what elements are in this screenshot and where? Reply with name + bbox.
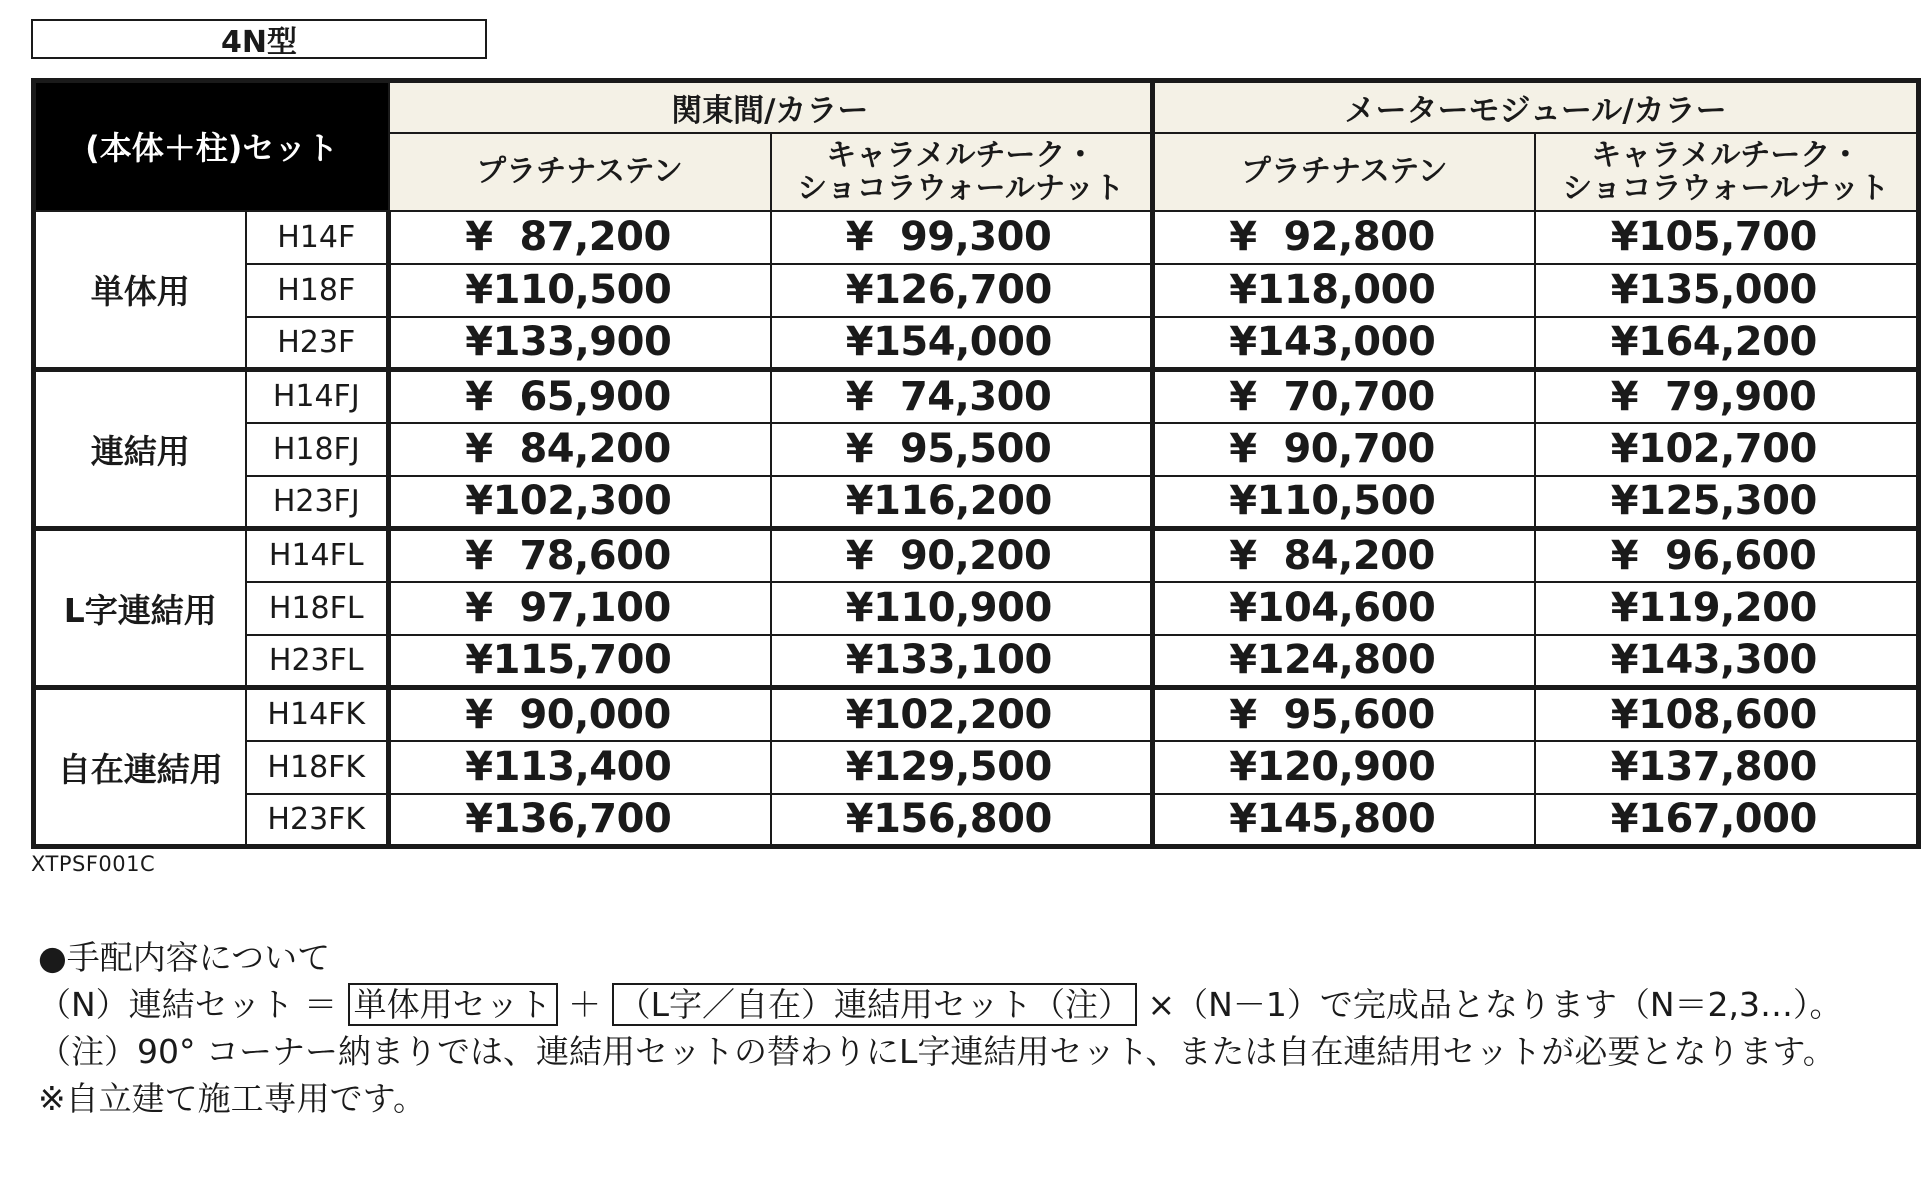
price-cell [771, 794, 1153, 847]
size-label: H18FJ [246, 423, 389, 476]
price-value: ¥ 74,300 [845, 373, 1052, 420]
price-value: ¥164,200 [1610, 319, 1817, 366]
size-label: H14FL [246, 529, 389, 582]
price-cell [771, 317, 1153, 370]
price-cell [389, 582, 771, 635]
price-value: ¥ 84,200 [1229, 532, 1435, 579]
price-cell [1535, 635, 1919, 688]
table-row [34, 423, 1919, 476]
set-header: (本体＋柱)セット [34, 81, 389, 211]
price-cell [1153, 635, 1535, 688]
price-cell [1153, 317, 1535, 370]
price-cell [389, 794, 771, 847]
price-value: ¥116,200 [845, 478, 1052, 525]
price-cell [1535, 370, 1919, 423]
table-row [34, 582, 1919, 635]
price-cell [1535, 317, 1919, 370]
table-row [34, 688, 1919, 741]
category-label: 連結用 [34, 370, 246, 529]
price-cell [389, 264, 771, 317]
price-cell [771, 476, 1153, 529]
table-row [34, 264, 1919, 317]
price-cell [1535, 688, 1919, 741]
price-cell [389, 423, 771, 476]
price-value: ¥136,700 [465, 796, 672, 843]
price-value: ¥133,900 [465, 319, 672, 366]
price-value: ¥119,200 [1610, 585, 1817, 631]
price-cell [771, 582, 1153, 635]
group-header-kanto: 関東間/カラー [389, 81, 1153, 133]
price-value: ¥124,800 [1229, 637, 1436, 684]
price-value: ¥ 96,600 [1610, 532, 1817, 579]
price-cell [1535, 529, 1919, 582]
size-label: H18F [246, 264, 389, 317]
price-value: ¥167,000 [1610, 796, 1817, 843]
price-value: ¥105,700 [1610, 214, 1817, 260]
color-header: プラチナステン [1153, 133, 1535, 211]
price-cell [1153, 529, 1535, 582]
size-label: H14FJ [246, 370, 389, 423]
price-cell [1153, 370, 1535, 423]
price-cell [1153, 582, 1535, 635]
price-cell [389, 688, 771, 741]
price-value: ¥ 97,100 [465, 585, 671, 631]
price-cell [771, 635, 1153, 688]
formula-prefix: （N）連結セット ＝ [38, 985, 348, 1024]
price-cell [1153, 688, 1535, 741]
price-value: ¥108,600 [1610, 691, 1817, 738]
table-row [34, 529, 1919, 582]
price-value: ¥ 65,900 [465, 373, 671, 420]
price-cell [1535, 794, 1919, 847]
price-value: ¥ 90,000 [465, 691, 671, 738]
table-row [34, 370, 1919, 423]
price-value: ¥145,800 [1229, 796, 1436, 843]
category-label: 単体用 [34, 211, 246, 370]
size-label: H18FK [246, 741, 389, 794]
price-value: ¥125,300 [1610, 478, 1817, 525]
price-value: ¥129,500 [845, 744, 1052, 790]
model-label: 4N型 [31, 19, 487, 59]
price-cell [1153, 794, 1535, 847]
price-value: ¥110,500 [465, 267, 672, 313]
price-cell [771, 529, 1153, 582]
formula-box-joint: （L字／自在）連結用セット（注） [612, 983, 1137, 1026]
price-cell [771, 423, 1153, 476]
product-code: XTPSF001C [31, 852, 156, 876]
price-cell [1535, 741, 1919, 794]
note-freestanding: ※自立建て施工専用です。 [38, 1079, 427, 1118]
price-value: ¥ 70,700 [1229, 373, 1435, 420]
price-value: ¥120,900 [1229, 744, 1436, 790]
price-table [31, 78, 1921, 849]
color-header: キャラメルチーク・ ショコラウォールナット [1535, 133, 1919, 211]
price-value: ¥ 84,200 [465, 426, 671, 472]
price-cell [389, 370, 771, 423]
price-value: ¥ 92,800 [1229, 214, 1435, 260]
price-value: ¥110,900 [845, 585, 1052, 631]
price-cell [1153, 423, 1535, 476]
price-value: ¥ 95,600 [1229, 691, 1435, 738]
price-value: ¥ 90,200 [845, 532, 1052, 579]
size-label: H14FK [246, 688, 389, 741]
price-cell [771, 264, 1153, 317]
table-row [34, 211, 1919, 264]
price-value: ¥ 90,700 [1229, 426, 1435, 472]
price-value: ¥115,700 [465, 637, 672, 684]
price-value: ¥118,000 [1229, 267, 1436, 313]
price-cell [389, 529, 771, 582]
price-cell [1153, 211, 1535, 264]
formula-suffix: ×（N－1）で完成品となります（N＝2,3…）。 [1137, 985, 1843, 1024]
price-cell [1535, 423, 1919, 476]
price-cell [389, 317, 771, 370]
price-cell [1535, 211, 1919, 264]
price-value: ¥135,000 [1610, 267, 1817, 313]
table-row [34, 741, 1919, 794]
color-header: キャラメルチーク・ ショコラウォールナット [771, 133, 1153, 211]
price-value: ¥137,800 [1610, 744, 1817, 790]
table-row [34, 794, 1919, 847]
price-value: ¥102,200 [845, 691, 1052, 738]
formula-line [38, 981, 1843, 1028]
price-cell [1153, 741, 1535, 794]
notes-heading: ●手配内容について [38, 938, 331, 977]
price-value: ¥ 78,600 [465, 532, 671, 579]
table-row [34, 476, 1919, 529]
category-label: L字連結用 [34, 529, 246, 688]
price-value: ¥102,300 [465, 478, 672, 525]
price-value: ¥113,400 [465, 744, 672, 790]
price-value: ¥143,000 [1229, 319, 1436, 366]
price-value: ¥ 79,900 [1610, 373, 1817, 420]
size-label: H23FK [246, 794, 389, 847]
price-value: ¥104,600 [1229, 585, 1436, 631]
formula-plus: ＋ [557, 985, 612, 1024]
price-cell [1535, 582, 1919, 635]
notes [38, 934, 1843, 1122]
price-cell [1153, 476, 1535, 529]
price-cell [771, 688, 1153, 741]
price-value: ¥ 95,500 [845, 426, 1052, 472]
price-cell [1535, 476, 1919, 529]
price-value: ¥133,100 [845, 637, 1052, 684]
size-label: H18FL [246, 582, 389, 635]
note-corner: （注）90° コーナー納まりでは、連結用セットの替わりにL字連結用セット、または自在連結用セットが必要となります。 [38, 1032, 1836, 1071]
formula-box-single: 単体用セット [348, 983, 558, 1026]
price-cell [771, 741, 1153, 794]
price-value: ¥102,700 [1610, 426, 1817, 472]
price-value: ¥110,500 [1229, 478, 1436, 525]
price-value: ¥ 99,300 [845, 214, 1052, 260]
price-value: ¥ 87,200 [465, 214, 671, 260]
price-value: ¥143,300 [1610, 637, 1817, 684]
size-label: H14F [246, 211, 389, 264]
category-label: 自在連結用 [34, 688, 246, 847]
table-row [34, 635, 1919, 688]
price-value: ¥126,700 [845, 267, 1052, 313]
color-header: プラチナステン [389, 133, 771, 211]
price-cell [771, 370, 1153, 423]
price-value: ¥154,000 [845, 319, 1052, 366]
price-cell [389, 635, 771, 688]
price-cell [389, 476, 771, 529]
table-row [34, 317, 1919, 370]
size-label: H23FL [246, 635, 389, 688]
price-cell [1535, 264, 1919, 317]
price-cell [1153, 264, 1535, 317]
group-header-meter: メーターモジュール/カラー [1153, 81, 1919, 133]
price-cell [389, 741, 771, 794]
price-table-body [34, 211, 1919, 847]
size-label: H23F [246, 317, 389, 370]
price-cell [389, 211, 771, 264]
price-value: ¥156,800 [845, 796, 1052, 843]
price-cell [771, 211, 1153, 264]
size-label: H23FJ [246, 476, 389, 529]
